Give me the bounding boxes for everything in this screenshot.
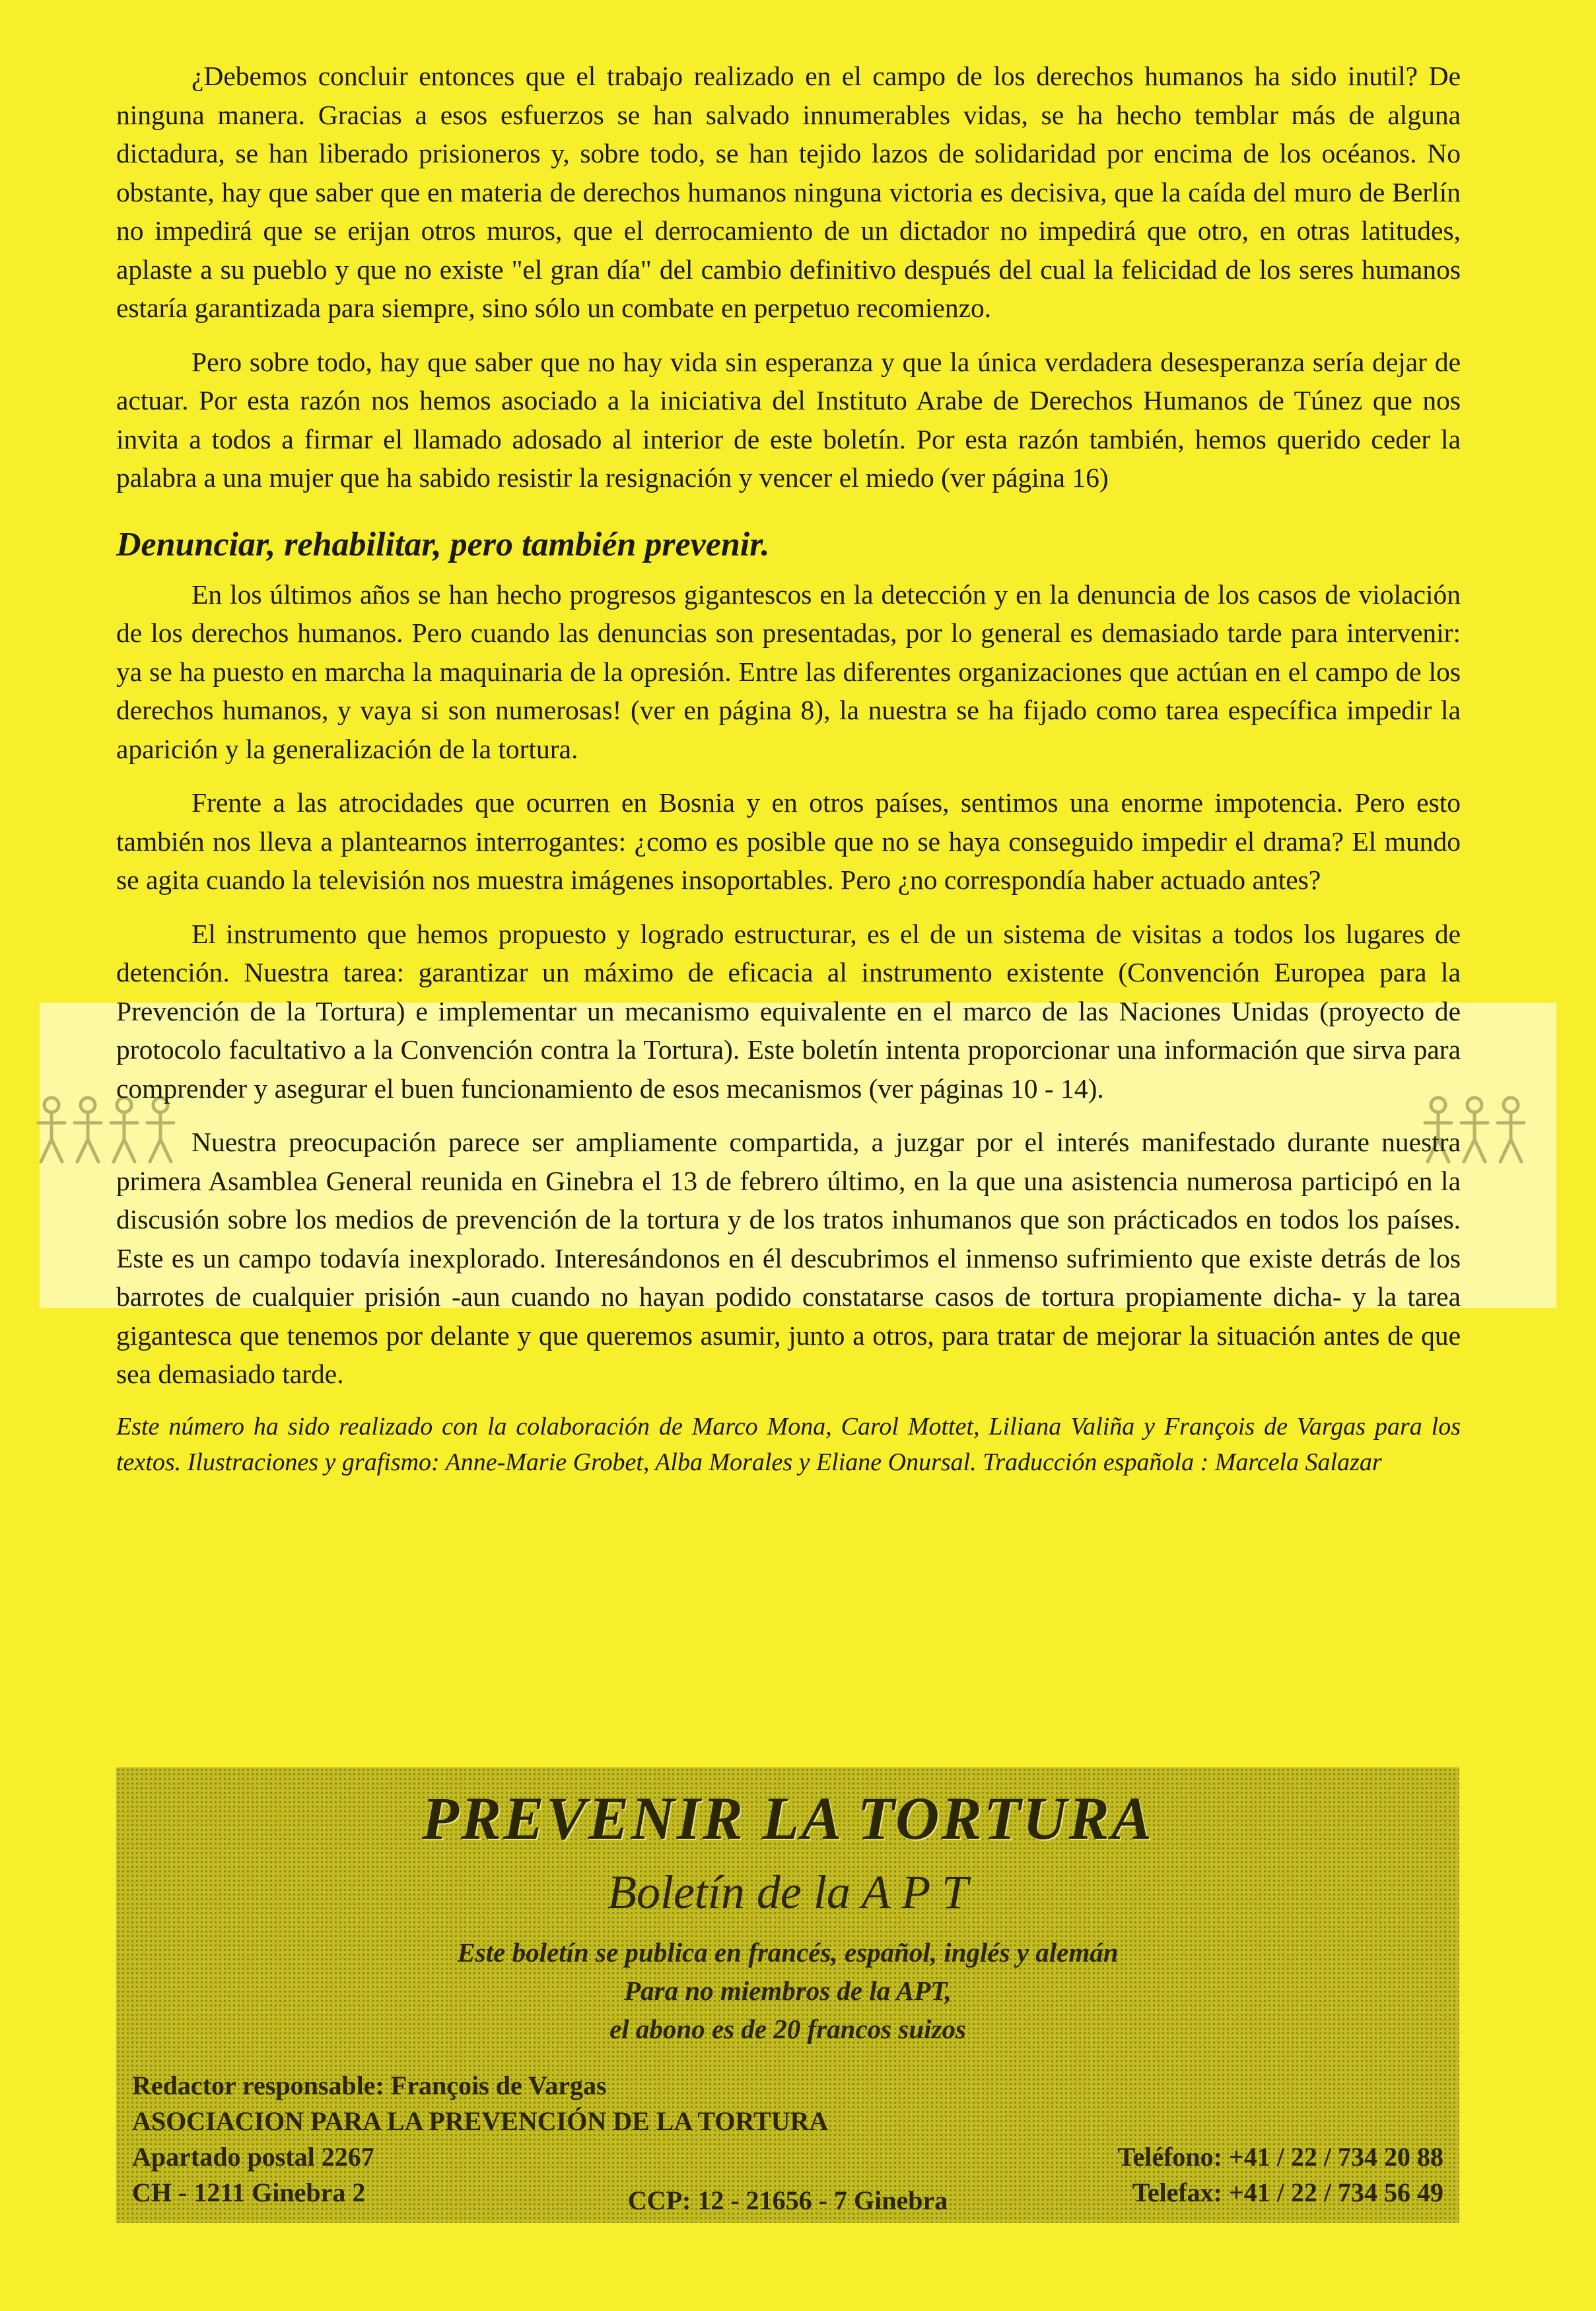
masthead-subtitle: Boletín de la A P T [607,1866,968,1919]
paragraph-2: Pero sobre todo, hay que saber que no hay vida sin esperanza y que la única verdadera desesperanza sería dejar de actuar. Por esta razón nos hemos asociado a la iniciativa del Instituto Arabe de Derechos Humanos de Túnez que nos invita a todos a firmar el llamado adosado al interior de este boletín. Por esta razón también, hemos querido ceder la palabra a una mujer que ha sabido resistir la resignación y vencer el miedo (ver página 16) [116,346,1461,493]
masthead-address-1: Apartado postal 2267 [132,2142,374,2172]
masthead-title: PREVENIR LA TORTURA [421,1785,1154,1852]
masthead-org: ASOCIACION PARA LA PREVENCIÓN DE LA TORTURA [132,2106,829,2136]
masthead-nonmembers: Para no miembros de la APT, [624,1975,952,2006]
article-body [116,57,1461,1480]
masthead-ccp: CCP: 12 - 21656 - 7 Ginebra [627,2186,948,2215]
masthead-box [116,1767,1459,2223]
paragraph-3: En los últimos años se han hecho progresos gigantescos en la detección y en la denuncia de los casos de violación de los derechos humanos. Pero cuando las denuncias son presentadas, por lo general es demasiado tarde para intervenir: ya se ha puesto en marcha la maquinaria de la opresión. Entre las diferentes organizaciones que actúan en el campo de los derechos humanos, y vaya si son numerosas! (ver en página 8), la nuestra se ha fijado como tarea específica impedir la aparición y la generalización de la tortura. [116,579,1461,764]
masthead-languages: Este boletín se publica en francés, español, inglés y alemán [457,1937,1119,1968]
paragraph-5: El instrumento que hemos propuesto y logrado estructurar, es el de un sistema de visitas a todos los lugares de detención. Nuestra tarea: garantizar un máximo de eficacia al instrumento existente (Convención Europea para la Prevención de la Tortura) e implementar un mecanismo equivalente en el marco de las Naciones Unidas (proyecto de protocolo facultativo a la Convención contra la Tortura). Este boletín intenta proporcionar una información que sirva para comprender y asegurar el buen funcionamiento de esos mecanismos (ver páginas 10 - 14). [116,918,1461,1104]
credits: Este número ha sido realizado con la colaboración de Marco Mona, Carol Mottet, Liliana Valiña y François de Vargas para los textos. Ilustraciones y grafismo: Anne-Marie Grobet, Alba Morales y Eliane Onursal. Traducción española : Marcela Salazar [116,1412,1461,1476]
section-heading: Denunciar, rehabilitar, pero también prevenir. [116,525,770,563]
masthead-fax: Telefax: +41 / 22 / 734 56 49 [1132,2178,1443,2207]
masthead-editor: Redactor responsable: François de Vargas [132,2071,607,2100]
paragraph-4: Frente a las atrocidades que ocurren en Bosnia y en otros países, sentimos una enorme impotencia. Pero esto también nos lleva a plantearnos interrogantes: ¿como es posible que no se haya conseguido impedir el drama? El mundo se agita cuando la televisión nos muestra imágenes insoportables. Pero ¿no correspondía haber actuado antes? [116,787,1461,895]
paragraph-1: ¿Debemos concluir entonces que el trabajo realizado en el campo de los derechos humanos ha sido inutil? De ninguna manera. Gracias a esos esfuerzos se han salvado innumerables vidas, se ha hecho temblar más de alguna dictadura, se han liberado prisioneros y, sobre todo, se han tejido lazos de solidaridad por encima de los océanos. No obstante, hay que saber que en materia de derechos humanos ninguna victoria es decisiva, que la caída del muro de Berlín no impedirá que se erijan otros muros, que el derrocamiento de un dictador no impedirá que otro, en otras latitudes, aplaste a su pueblo y que no existe "el gran día" del cambio definitivo después del cual la felicidad de los seres humanos estaría garantizada para siempre, sino sólo un combate en perpetuo recomienzo. [116,61,1461,323]
paragraph-6: Nuestra preocupación parece ser ampliamente compartida, a juzgar por el interés manifestado durante nuestra primera Asamblea General reunida en Ginebra el 13 de febrero último, en la que una asistencia numerosa participó en la discusión sobre los medios de prevención de la tortura y de los tratos inhumanos que son prácticados en todos los países. Este es un campo todavía inexplorado. Interesándonos en él descubrimos el inmenso sufrimiento que existe detrás de los barrotes de cualquier prisión -aun cuando no hayan podido constatarse casos de tortura propiamente dicha- y la tarea gigantesca que tenemos por delante y que queremos asumir, junto a otros, para tratar de mejorar la situación antes de que sea demasiado tarde. [116,1127,1461,1389]
masthead-phone: Teléfono: +41 / 22 / 734 20 88 [1117,2142,1443,2172]
masthead-address-2: CH - 1211 Ginebra 2 [132,2178,366,2207]
masthead-subscription: el abono es de 20 francos suizos [609,2014,966,2044]
